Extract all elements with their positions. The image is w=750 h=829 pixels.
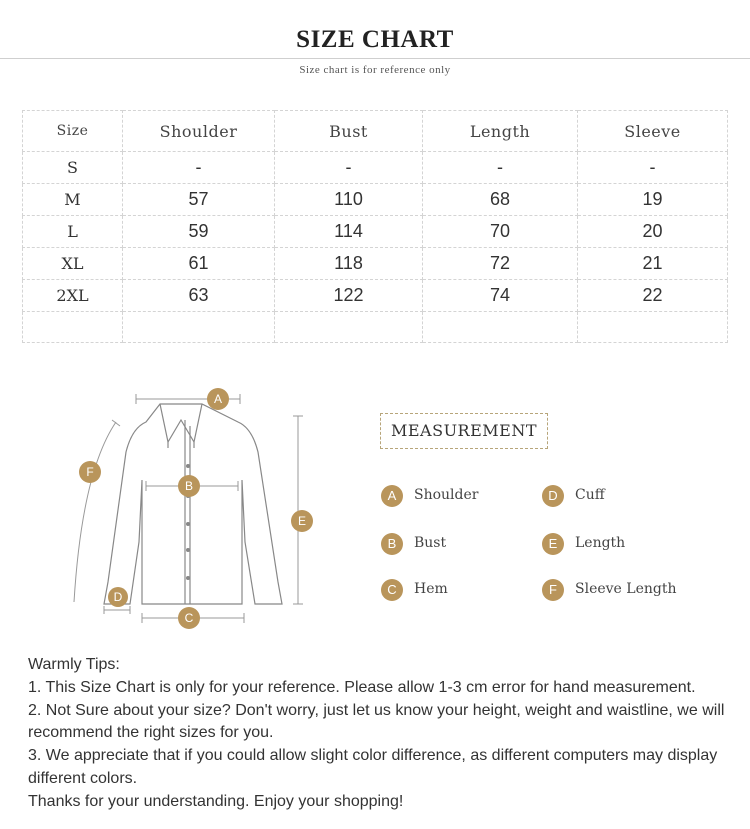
shoulder-cell: 59 xyxy=(123,216,275,248)
size-cell: S xyxy=(23,152,123,184)
shirt-outline xyxy=(104,404,282,604)
legend-label: Sleeve Length xyxy=(575,581,677,597)
legend-label: Cuff xyxy=(575,487,605,503)
badge-c: C xyxy=(381,579,403,601)
tip-line: 2. Not Sure about your size? Don't worry, just let us know your height, weight and waistline, we will recommend the right sizes for you. xyxy=(28,701,725,742)
page-subtitle: Size chart is for reference only xyxy=(299,64,451,76)
shoulder-cell: 61 xyxy=(123,248,275,280)
shirt-measurement-diagram xyxy=(60,382,330,632)
size-table xyxy=(22,110,728,343)
legend-item-length xyxy=(542,533,702,555)
badge-a: A xyxy=(381,485,403,507)
shirt-collar xyxy=(160,404,202,442)
bust-cell: - xyxy=(275,152,423,184)
legend-label: Length xyxy=(575,535,626,551)
length-cell: 72 xyxy=(423,248,578,280)
column-header-shoulder: Shoulder xyxy=(123,111,275,152)
table-row xyxy=(23,152,728,184)
badge-e: E xyxy=(542,533,564,555)
size-cell: M xyxy=(23,184,123,216)
bust-cell: 122 xyxy=(275,280,423,312)
table-row xyxy=(23,216,728,248)
sleeve-cell: - xyxy=(578,152,728,184)
sleeve-cell: 20 xyxy=(578,216,728,248)
tip-line: 3. We appreciate that if you could allow slight color difference, as different computers may display different colors. xyxy=(28,747,718,787)
column-header-length: Length xyxy=(423,111,578,152)
legend-label: Hem xyxy=(414,581,448,597)
badge-b: B xyxy=(381,533,403,555)
size-cell: L xyxy=(23,216,123,248)
legend-item-bust xyxy=(381,533,531,555)
table-row xyxy=(23,184,728,216)
size-cell: XL xyxy=(23,248,123,280)
table-row-empty xyxy=(23,312,728,343)
marker-a-label: A xyxy=(213,392,223,406)
shoulder-cell: - xyxy=(123,152,275,184)
marker-d-label: D xyxy=(113,590,123,604)
title-divider xyxy=(0,58,750,59)
length-cell: 68 xyxy=(423,184,578,216)
length-cell: 70 xyxy=(423,216,578,248)
sleeve-cell: 19 xyxy=(578,184,728,216)
header xyxy=(0,0,750,80)
legend-label: Shoulder xyxy=(414,487,479,503)
size-cell: 2XL xyxy=(23,280,123,312)
page-title: SIZE CHART xyxy=(296,26,454,53)
marker-e-label: E xyxy=(297,514,307,528)
marker-c-label: C xyxy=(184,611,194,625)
bust-cell: 114 xyxy=(275,216,423,248)
column-header-size: Size xyxy=(23,111,123,152)
tips-heading: Warmly Tips: xyxy=(28,656,120,673)
column-header-bust: Bust xyxy=(275,111,423,152)
sleeve-cell: 22 xyxy=(578,280,728,312)
shoulder-cell: 63 xyxy=(123,280,275,312)
table-row xyxy=(23,248,728,280)
column-header-sleeve: Sleeve xyxy=(578,111,728,152)
shoulder-cell: 57 xyxy=(123,184,275,216)
warmly-tips xyxy=(28,654,738,814)
length-cell: - xyxy=(423,152,578,184)
length-cell: 74 xyxy=(423,280,578,312)
legend-label: Bust xyxy=(414,535,447,551)
table-row xyxy=(23,280,728,312)
marker-b-label: B xyxy=(184,479,194,493)
sleeve-cell: 21 xyxy=(578,248,728,280)
marker-f-label: F xyxy=(86,465,94,479)
badge-f: F xyxy=(542,579,564,601)
measurement-heading: MEASUREMENT xyxy=(380,413,548,449)
legend-item-shoulder xyxy=(381,485,531,507)
tip-line: 1. This Size Chart is only for your reference. Please allow 1-3 cm error for hand measurement. xyxy=(28,678,696,696)
bust-cell: 118 xyxy=(275,248,423,280)
badge-d: D xyxy=(542,485,564,507)
table-header-row xyxy=(23,111,728,152)
legend-item-sleeve-length xyxy=(542,579,702,601)
tip-line: Thanks for your understanding. Enjoy your shopping! xyxy=(28,792,404,810)
legend-item-hem xyxy=(381,579,531,601)
bust-cell: 110 xyxy=(275,184,423,216)
legend-item-cuff xyxy=(542,485,702,507)
